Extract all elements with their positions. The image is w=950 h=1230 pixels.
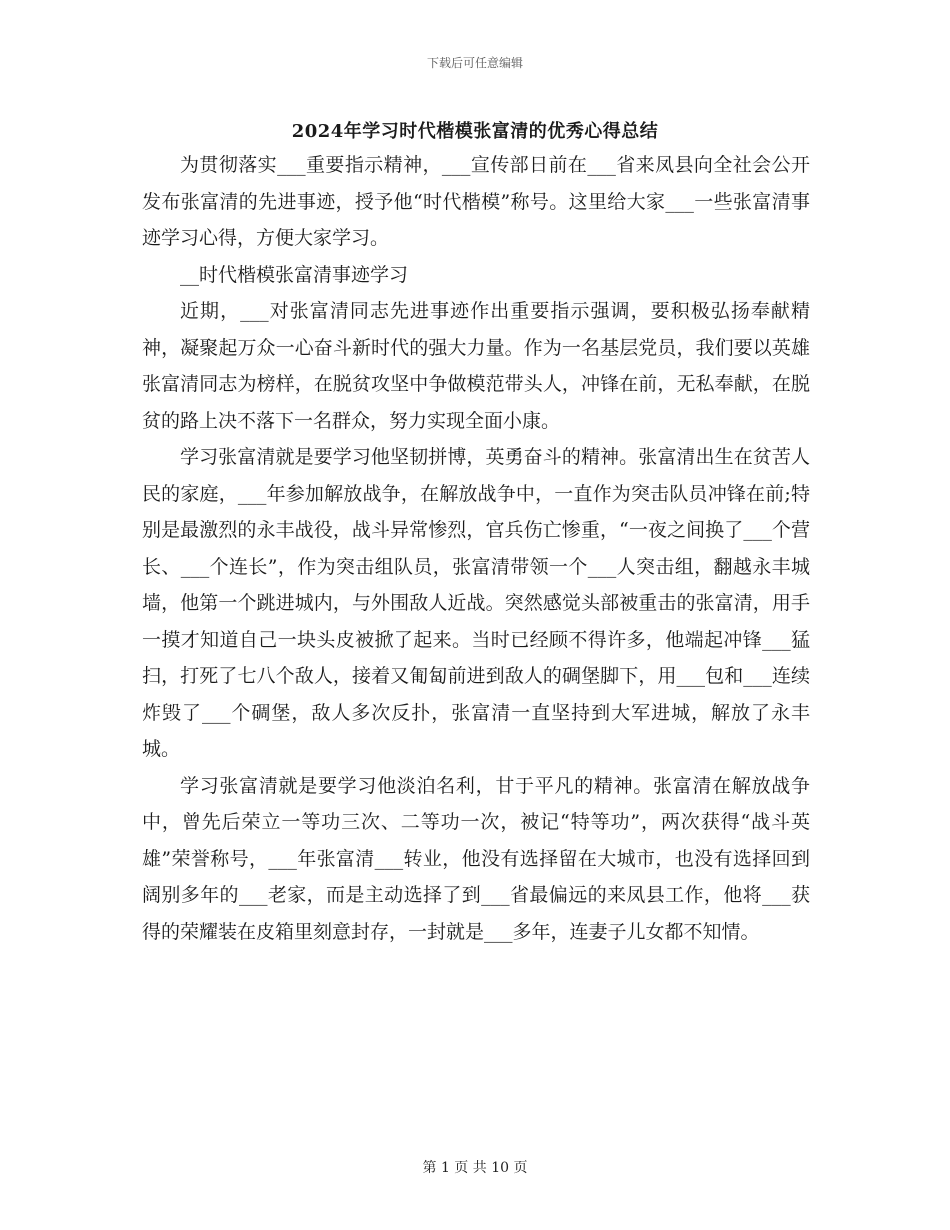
document-body xyxy=(142,147,810,950)
document-title: 2024年学习时代楷模张富清的优秀心得总结 xyxy=(291,121,659,142)
paragraph-recent-instructions: 近期，___对张富清同志先进事迹作出重要指示强调，要积极弘扬奉献精神，凝聚起万众一心奋斗新时代的强大力量。作为一名基层党员，我们要以英雄张富清同志为榜样，在脱贫攻坚中争做模范带头人，冲锋在前，无私奉献，在脱贫的路上决不落下一名群众，努力实现全面小康。 xyxy=(142,300,810,432)
paragraph-section-heading: __时代楷模张富清事迹学习 xyxy=(180,263,409,286)
paragraph-intro: 为贯彻落实___重要指示精神，___宣传部日前在___省来凤县向全社会公开发布张富清的先进事迹，授予他“时代楷模”称号。这里给大家___一些张富清事迹学习心得，方便大家学习。 xyxy=(142,154,810,249)
paragraph-fighting-spirit: 学习张富清就是要学习他坚韧拼博，英勇奋斗的精神。张富清出生在贫苦人民的家庭，___年参加解放战争，在解放战争中，一直作为突击队员冲锋在前;特别是最激烈的永丰战役，战斗异常惨烈，官兵伤亡惨重，“一夜之间换了___个营长、___个连长”，作为突击组队员，张富清带领一个___人突击组，翻越永丰城墙，他第一个跳进城内，与外围敌人近战。突然感觉头部被重击的张富清，用手一摸才知道自己一块头皮被掀了起来。当时已经顾不得许多，他端起冲锋___猛扫，打死了七八个敌人，接着又匍匐前进到敌人的碉堡脚下，用___包和___连续炸毁了___个碉堡，敌人多次反扑，张富清一直坚持到大军进城，解放了永丰城。 xyxy=(142,446,810,760)
header-note: 下载后可任意编辑 xyxy=(426,56,523,70)
page-indicator: 第 1 页 共 10 页 xyxy=(422,1160,528,1176)
paragraph-humble-spirit: 学习张富清就是要学习他淡泊名利，甘于平凡的精神。张富清在解放战争中，曾先后荣立一等功三次、二等功一次，被记“特等功”，两次获得“战斗英雄”荣誉称号，___年张富清___转业，他没有选择留在大城市，也没有选择回到阔别多年的___老家，而是主动选择了到___省最偏远的来凤县工作，他将___获得的荣耀装在皮箱里刻意封存，一封就是___多年，连妻子儿女都不知情。 xyxy=(142,774,810,943)
